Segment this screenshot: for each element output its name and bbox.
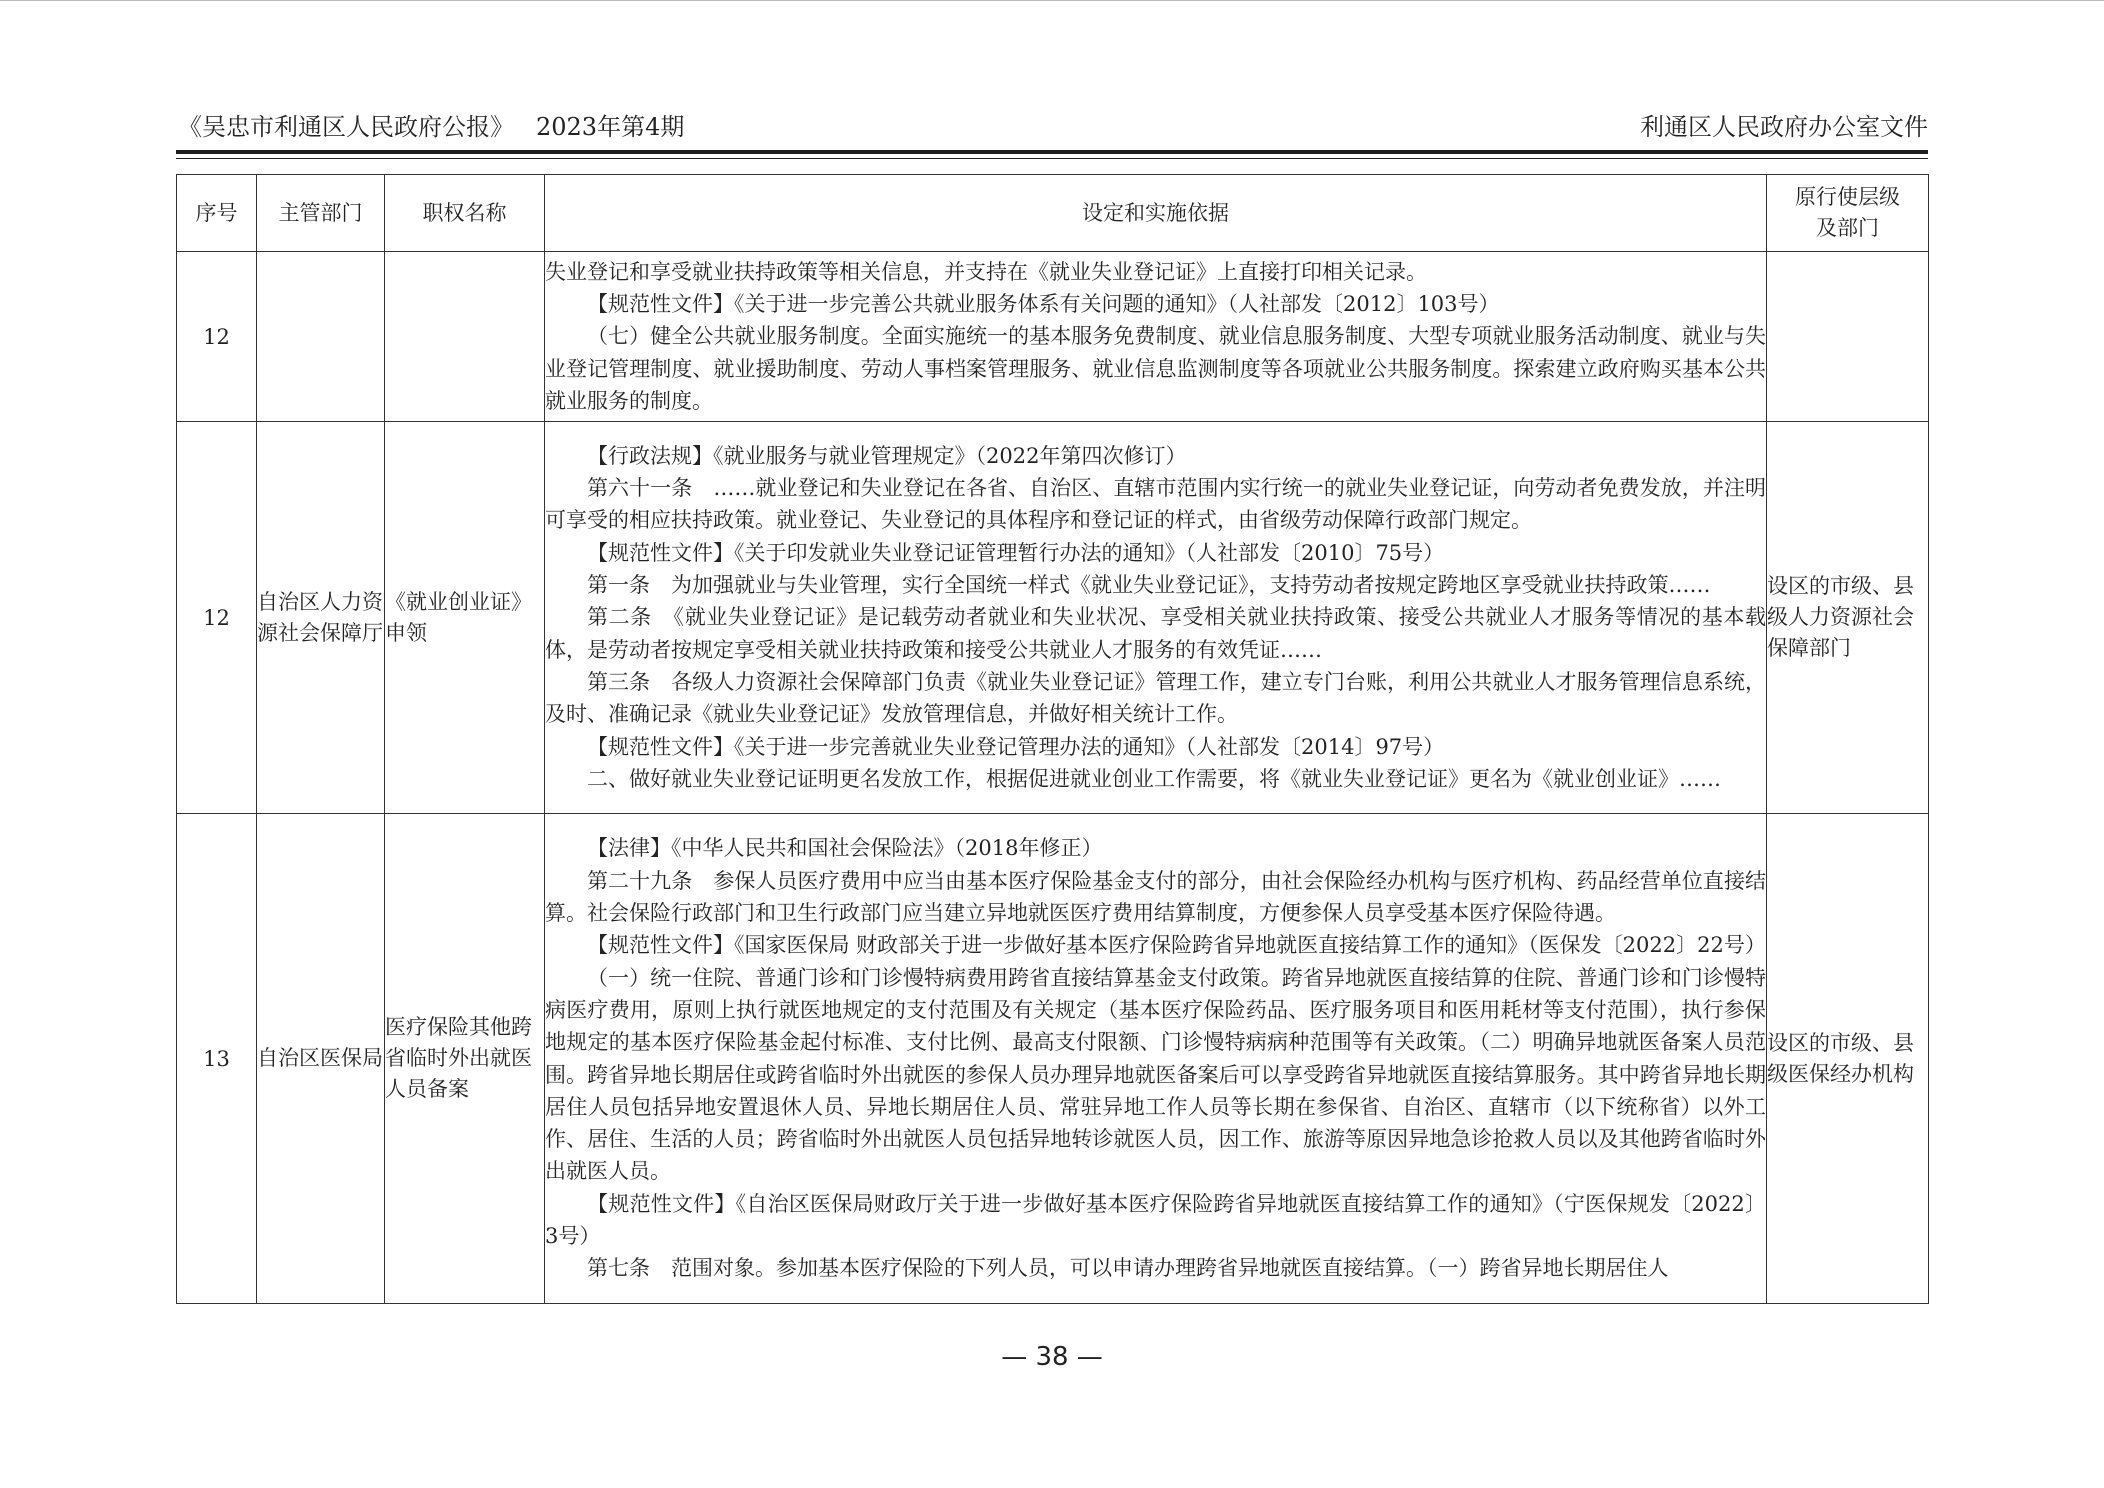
basis-paragraph: 【法律】《中华人民共和国社会保险法》（2018年修正） bbox=[587, 836, 1103, 861]
table-row bbox=[177, 252, 1929, 422]
row-seq-cell: 13 bbox=[177, 814, 257, 1304]
column-header-name: 职权名称 bbox=[385, 175, 545, 252]
table-row bbox=[177, 422, 1929, 814]
page-number: — 38 — bbox=[1001, 1342, 1103, 1372]
basis-paragraph: 二、做好就业失业登记证明更名发放工作，根据促进就业创业工作需要，将《就业失业登记证》更名为《就业创业证》…… bbox=[587, 766, 1721, 791]
header-rule-thick bbox=[176, 150, 1928, 154]
row-basis-cell bbox=[545, 422, 1767, 814]
row-level-cell: 设区的市级、县级医保经办机构 bbox=[1767, 814, 1929, 1304]
header-publication bbox=[178, 110, 684, 144]
top-border-line bbox=[0, 0, 2104, 1]
table-row bbox=[177, 814, 1929, 1304]
header-category: 利通区人民政府办公室文件 bbox=[1640, 113, 1928, 141]
column-header-dept: 主管部门 bbox=[257, 175, 385, 252]
basis-paragraph: （七）健全公共就业服务制度。全面实施统一的基本服务免费制度、就业信息服务制度、大型专项就业服务活动制度、就业与失业登记管理制度、就业援助制度、劳动人事档案管理服务、就业信息监测制度等各项就业公共服务制度。探索建立政府购买基本公共就业服务的制度。 bbox=[545, 324, 1766, 413]
basis-paragraph: 【规范性文件】《关于进一步完善就业失业登记管理办法的通知》（人社部发〔2014〕97号） bbox=[587, 734, 1445, 759]
row-seq-cell: 12 bbox=[177, 422, 257, 814]
row-seq-cell: 12 bbox=[177, 252, 257, 422]
issue-number: 2023年第4期 bbox=[536, 113, 685, 141]
row-dept-cell bbox=[257, 252, 385, 422]
basis-paragraph: 失业登记和享受就业扶持政策等相关信息，并支持在《就业失业登记证》上直接打印相关记录。 bbox=[545, 259, 1427, 284]
row-basis-cell bbox=[545, 252, 1767, 422]
basis-paragraph: 第三条 各级人力资源社会保障部门负责《就业失业登记证》管理工作，建立专门台账，利用公共就业人才服务管理信息系统，及时、准确记录《就业失业登记证》发放管理信息，并做好相关统计工作。 bbox=[545, 669, 1766, 727]
row-dept-cell: 自治区人力资源社会保障厅 bbox=[257, 422, 385, 814]
basis-paragraph: （一）统一住院、普通门诊和门诊慢特病费用跨省直接结算基金支付政策。跨省异地就医直接结算的住院、普通门诊和门诊慢特病医疗费用，原则上执行就医地规定的支付范围及有关规定（基本医疗保险药品、医疗服务项目和医用耗材等支付范围），执行参保地规定的基本医疗保险基金起付标准、支付比例、最高支付限额、门诊慢特病病种范围等有关政策。（二）明确异地就医备案人员范围。跨省异地长期居住或跨省临时外出就医的参保人员办理异地就医备案后可以享受跨省异地就医直接结算服务。其中跨省异地长期居住人员包括异地安置退休人员、异地长期居住人员、常驻异地工作人员等长期在参保省、自治区、直辖市（以下统称省）以外工作、居住、生活的人员；跨省临时外出就医人员包括异地转诊就医人员，因工作、旅游等原因异地急诊抢救人员以及其他跨省临时外出就医人员。 bbox=[545, 965, 1766, 1184]
basis-paragraph: 【行政法规】《就业服务与就业管理规定》（2022年第四次修订） bbox=[587, 443, 1187, 468]
basis-paragraph: 第一条 为加强就业与失业管理，实行全国统一样式《就业失业登记证》，支持劳动者按规定跨地区享受就业扶持政策…… bbox=[587, 573, 1711, 598]
basis-paragraph: 第六十一条 ……就业登记和失业登记在各省、自治区、直辖市范围内实行统一的就业失业登记证，向劳动者免费发放，并注明可享受的相应扶持政策。就业登记、失业登记的具体程序和登记证的样式，由省级劳动保障行政部门规定。 bbox=[545, 476, 1766, 533]
basis-paragraph: 【规范性文件】《国家医保局 财政部关于进一步做好基本医疗保险跨省异地就医直接结算工作的通知》（医保发〔2022〕22号） bbox=[587, 933, 1766, 958]
row-name-cell bbox=[385, 252, 545, 422]
basis-paragraph: 第二十九条 参保人员医疗费用中应当由基本医疗保险基金支付的部分，由社会保险经办机构与医疗机构、药品经营单位直接结算。社会保险行政部门和卫生行政部门应当建立异地就医医疗费用结算制度，方便参保人员享受基本医疗保险待遇。 bbox=[545, 868, 1766, 926]
column-header-seq: 序号 bbox=[177, 175, 257, 252]
basis-paragraph: 第二条 《就业失业登记证》是记载劳动者就业和失业状况、享受相关就业扶持政策、接受公共就业人才服务等情况的基本载体，是劳动者按规定享受相关就业扶持政策和接受公共就业人才服务的有效凭证…… bbox=[545, 605, 1766, 662]
table-header-row bbox=[177, 175, 1929, 252]
basis-paragraph: 【规范性文件】《关于进一步完善公共就业服务体系有关问题的通知》（人社部发〔2012〕103号） bbox=[587, 292, 1500, 317]
column-header-basis: 设定和实施依据 bbox=[545, 175, 1767, 252]
row-dept-cell: 自治区医保局 bbox=[257, 814, 385, 1304]
row-level-cell: 设区的市级、县级人力资源社会保障部门 bbox=[1767, 422, 1929, 814]
basis-paragraph: 【规范性文件】《关于印发就业失业登记证管理暂行办法的通知》（人社部发〔2010〕75号） bbox=[587, 540, 1445, 565]
row-level-cell bbox=[1767, 252, 1929, 422]
column-header-level-text: 原行使层级及部门 bbox=[1795, 185, 1900, 240]
row-basis-cell bbox=[545, 814, 1767, 1304]
row-name-cell: 《就业创业证》申领 bbox=[385, 422, 545, 814]
publication-title: 《吴忠市利通区人民政府公报》 bbox=[178, 113, 514, 141]
column-header-level bbox=[1767, 175, 1929, 252]
basis-paragraph: 第七条 范围对象。参加基本医疗保险的下列人员，可以申请办理跨省异地就医直接结算。（一）跨省异地长期居住人 bbox=[587, 1256, 1669, 1281]
header-rule-thin bbox=[176, 158, 1928, 159]
authority-table bbox=[176, 174, 1929, 1304]
basis-paragraph: 【规范性文件】《自治区医保局财政厅关于进一步做好基本医疗保险跨省异地就医直接结算工作的通知》（宁医保规发〔2022〕3号） bbox=[545, 1191, 1766, 1248]
row-name-cell: 医疗保险其他跨省临时外出就医人员备案 bbox=[385, 814, 545, 1304]
